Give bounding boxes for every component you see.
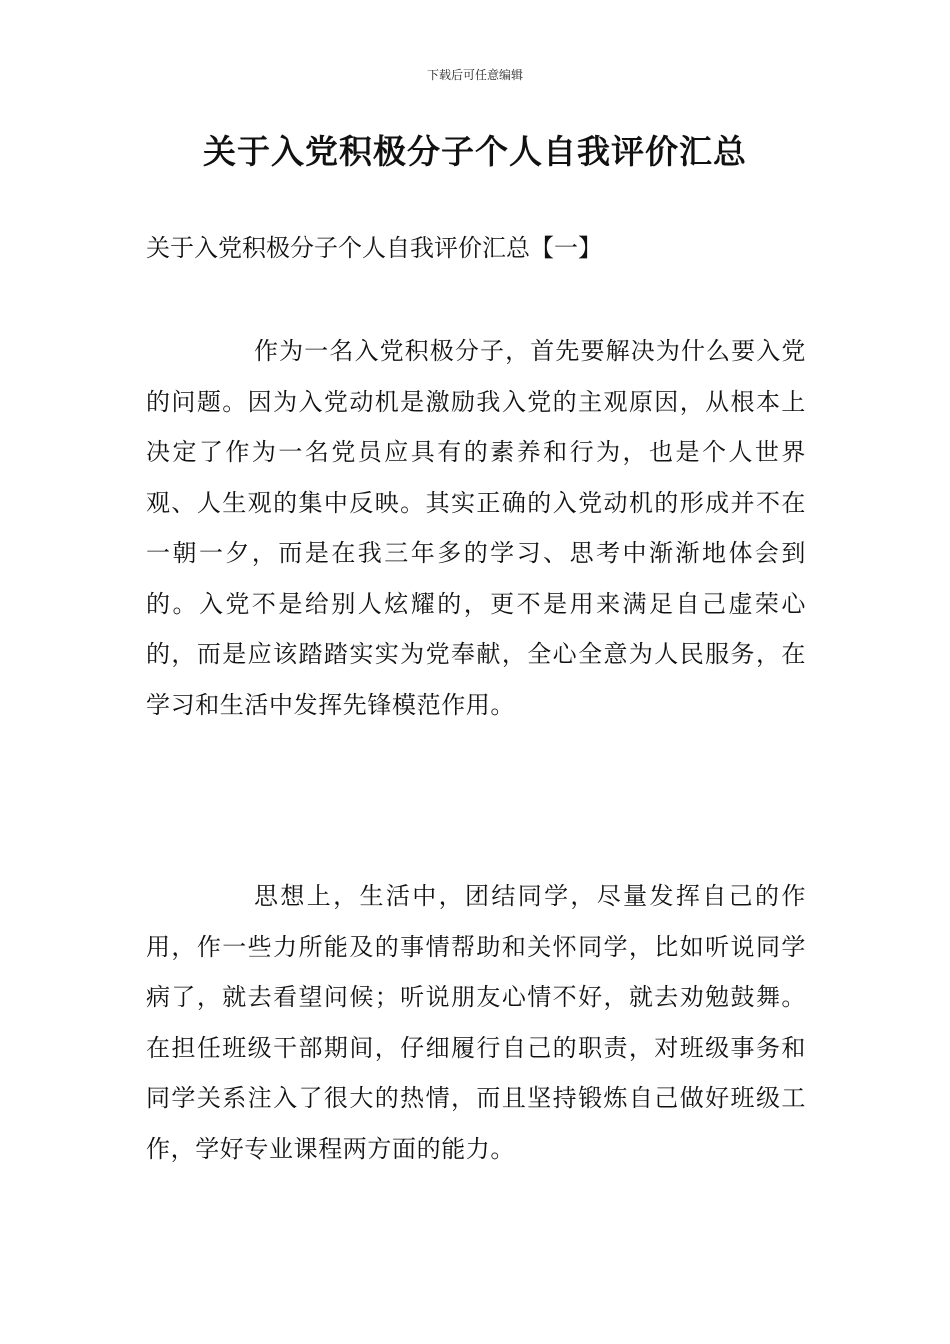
paragraph-2: 思想上，生活中，团结同学，尽量发挥自己的作用，作一些力所能及的事情帮助和关怀同学，比如听说同学病了，就去看望问候；听说朋友心情不好，就去劝勉鼓舞。在担任班级干部期间，仔细履行自己的职责，对班级事务和同学关系注入了很大的热情，而且坚持锻炼自己做好班级工作，学好专业课程两方面的能力。 <box>146 882 806 1163</box>
section-subtitle: 关于入党积极分子个人自我评价汇总【一】 <box>146 234 602 262</box>
header-note: 下载后可任意编辑 <box>426 68 523 82</box>
paragraph-1: 作为一名入党积极分子，首先要解决为什么要入党的问题。因为入党动机是激励我入党的主观原因，从根本上决定了作为一名党员应具有的素养和行为，也是个人世界观、人生观的集中反映。其实正确的入党动机的形成并不在一朝一夕，而是在我三年多的学习、思考中渐渐地体会到的。入党不是给别人炫耀的，更不是用来满足自己虚荣心的，而是应该踏踏实实为党奉献，全心全意为人民服务，在学习和生活中发挥先锋模范作用。 <box>146 337 806 719</box>
document-title: 关于入党积极分子个人自我评价汇总 <box>203 132 747 171</box>
